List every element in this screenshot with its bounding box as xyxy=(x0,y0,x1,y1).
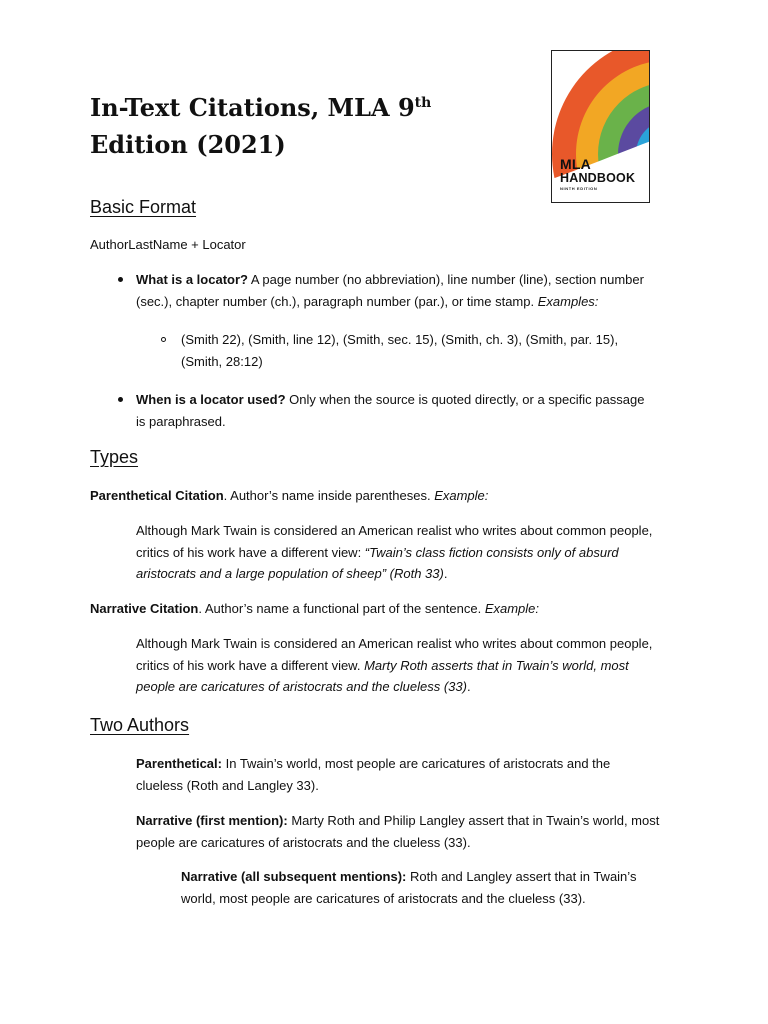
bullet-icon xyxy=(116,389,124,411)
locator-usage-label: When is a locator used? xyxy=(136,392,286,407)
narrative-first-label: Narrative (first mention): xyxy=(136,813,288,828)
narrative-subsequent-text: Roth and Langley assert that in Twain’s world, most people are caricatures of aristocrats and the clueless (33). xyxy=(181,869,637,906)
example-quote: Marty Roth asserts that in Twain’s world, most people are caricatures of aristocrats and the clueless (33) xyxy=(136,657,629,694)
cover-title-mla: MLA xyxy=(560,156,591,172)
narrative-citation-label: Narrative Citation xyxy=(90,601,199,616)
narrative-example xyxy=(136,633,666,698)
example-text: Although Mark Twain is considered an American realist who writes about common people, critics of his work have a different view. xyxy=(136,636,653,673)
two-authors-narrative-subsequent xyxy=(181,866,661,909)
sub-bullet-icon xyxy=(159,329,167,351)
heading-two-authors: Two Authors xyxy=(90,715,190,735)
locator-examples: (Smith 22), (Smith, line 12), (Smith, sec. 15), (Smith, ch. 3), (Smith, par. 15), (Smith, 28:12) xyxy=(181,332,619,369)
narrative-first-text: Marty Roth and Philip Langley assert that in Twain’s world, most people are caricatures of aristocrats and the clueless (33). xyxy=(136,813,660,850)
narrative-citation-text: . Author’s name a functional part of the sentence. xyxy=(198,601,485,616)
cover-title-handbook: HANDBOOK xyxy=(560,171,636,185)
bullet-icon xyxy=(116,269,124,291)
example-text: Although Mark Twain is considered an American realist who writes about common people, critics of his work have a different view: xyxy=(136,523,653,560)
example-quote: “Twain’s class fiction consists only of absurd aristocrats and a large population of sheep” (Roth 33) xyxy=(136,544,619,581)
locator-question-label: What is a locator? xyxy=(136,272,248,287)
parenthetical-citation-definition xyxy=(90,485,690,507)
narrative-subsequent-label: Narrative (all subsequent mentions): xyxy=(181,869,407,884)
mla-handbook-cover xyxy=(551,50,650,203)
heading-basic-format: Basic Format xyxy=(90,197,197,217)
narrative-citation-definition xyxy=(90,598,690,620)
locator-definition xyxy=(136,269,676,312)
heading-types: Types xyxy=(90,447,139,467)
title-superscript: th xyxy=(414,95,432,111)
example-label: Example: xyxy=(434,488,489,503)
title-main: In-Text Citations, MLA 9 xyxy=(90,93,415,122)
example-label: Example: xyxy=(484,601,540,616)
locator-question-text: A page number (no abbreviation), line number (line), section number (sec.), chapter number (ch.), paragraph number (par.), or time stamp. xyxy=(136,272,644,309)
title-rest: Edition (2021) xyxy=(90,130,286,159)
parenthetical-citation-label: Parenthetical Citation xyxy=(90,488,224,503)
parenthetical-label: Parenthetical: xyxy=(136,756,222,771)
two-authors-parenthetical xyxy=(136,753,656,796)
example-end: . xyxy=(466,679,471,694)
two-authors-narrative-first xyxy=(136,810,666,853)
example-end: . xyxy=(443,566,448,581)
page-title xyxy=(90,89,535,163)
parenthetical-citation-text: . Author’s name inside parentheses. xyxy=(223,488,435,503)
parenthetical-example xyxy=(136,520,666,585)
cover-edition: NINTH EDITION xyxy=(560,186,598,191)
locator-usage xyxy=(136,389,646,432)
parenthetical-text: In Twain’s world, most people are caricatures of aristocrats and the clueless (Roth and Langley 33). xyxy=(136,756,611,793)
cover-text xyxy=(560,157,635,192)
basic-format-formula: AuthorLastName + Locator xyxy=(90,237,246,252)
locator-usage-text: Only when the source is quoted directly, or a specific passage is paraphrased. xyxy=(136,392,645,429)
examples-label: Examples: xyxy=(537,293,599,309)
